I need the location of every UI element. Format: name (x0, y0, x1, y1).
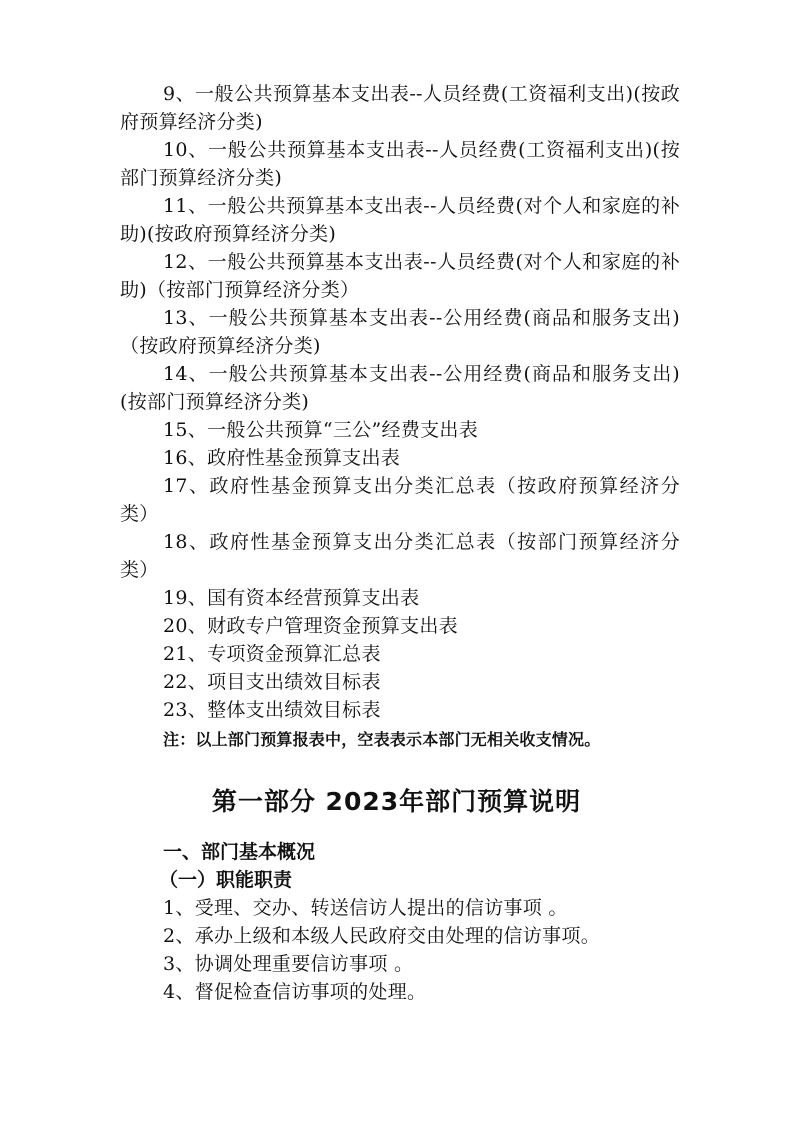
section-heading: 一、部门基本概况 (163, 841, 316, 863)
list-item: 22、项目支出绩效目标表 (163, 671, 381, 693)
list-item: 20、财政专户管理资金预算支出表 (163, 615, 458, 637)
duty-item: 2、承办上级和本级人民政府交由处理的信访事项。 (163, 925, 600, 947)
list-item: 18、政府性基金预算支出分类汇总表（按部门预算经济分类） (120, 531, 680, 581)
list-item: 16、政府性基金预算支出表 (163, 447, 401, 469)
budget-note: 注：以上部门预算报表中，空表表示本部门无相关收支情况。 (163, 730, 601, 749)
department-overview-section (159, 838, 683, 1006)
list-item: 9、一般公共预算基本支出表--人员经费(工资福利支出)(按政府预算经济分类) (120, 83, 680, 133)
duty-item: 4、督促检查信访事项的处理。 (163, 981, 427, 1003)
list-item: 12、一般公共预算基本支出表--人员经费(对个人和家庭的补助)（按部门预算经济分类） (120, 251, 680, 301)
list-item: 13、一般公共预算基本支出表--公用经费(商品和服务支出)（按政府预算经济分类) (120, 307, 680, 357)
list-item: 14、一般公共预算基本支出表--公用经费(商品和服务支出)(按部门预算经济分类) (120, 363, 680, 413)
list-item: 17、政府性基金预算支出分类汇总表（按政府预算经济分类） (120, 475, 680, 525)
list-item: 21、专项资金预算汇总表 (163, 643, 381, 665)
list-item: 23、整体支出绩效目标表 (163, 699, 381, 721)
section-subheading: （一）职能职责 (159, 869, 293, 891)
list-item: 19、国有资本经营预算支出表 (163, 587, 420, 609)
duty-item: 3、协调处理重要信访事项 。 (163, 953, 414, 975)
list-item: 11、一般公共预算基本支出表--人员经费(对个人和家庭的补助)(按政府预算经济分类) (120, 195, 680, 245)
duty-item: 1、受理、交办、转送信访人提出的信访事项 。 (163, 897, 568, 919)
list-item: 10、一般公共预算基本支出表--人员经费(工资福利支出)(按部门预算经济分类) (120, 139, 680, 189)
list-item: 15、一般公共预算“三公”经费支出表 (163, 419, 479, 441)
budget-table-list (120, 80, 680, 754)
part-title: 第一部分 2023年部门预算说明 (211, 787, 582, 816)
